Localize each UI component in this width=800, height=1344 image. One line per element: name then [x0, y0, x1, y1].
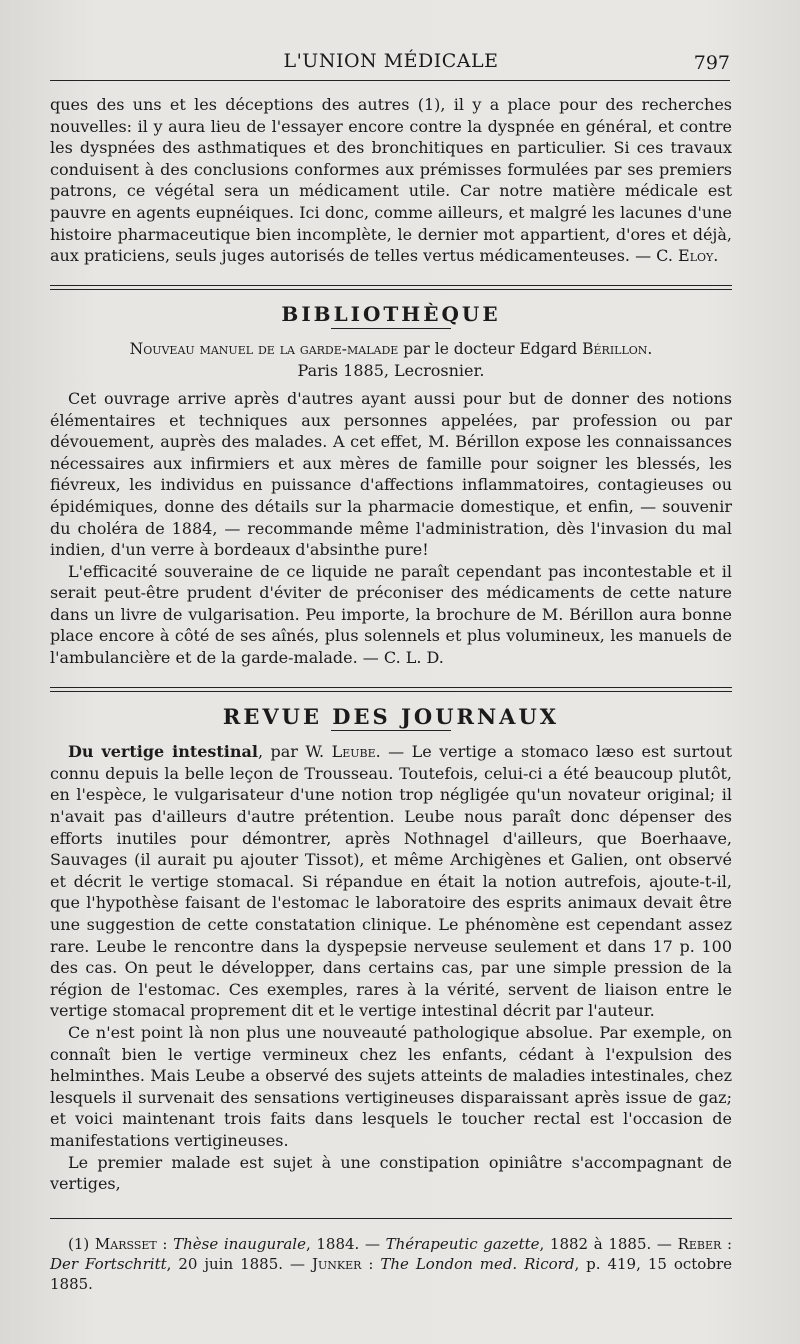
intro-author: Eloy.: [678, 246, 719, 266]
title-underline: [331, 328, 451, 329]
article-paragraph: Ce n'est point là non plus une nouveauté pathologique absolue. Par exemple, on connaît bien le vertige vermineux chez les enfants, cédant à l'expulsion des helminthes. Mais Leube a observé des sujets atteints de maladies intestinales, chez lesquels il survenait des sensations vertigineuses disparaissant après issue de gaz; et voici maintenant trois faits dans lesquels le toucher rectal est l'occasion de manifestations vertigineuses.: [50, 1022, 732, 1150]
footnote-sep: :: [361, 1255, 381, 1273]
intro-text: ques des uns et les déceptions des autres (1), il y a place pour des recherches nouvelles: il y aura lieu de l'essayer encore contre la dyspnée en général, et contre les dyspnées des asthmatiques et des bronchitiques en particulier. Si ces travaux conduisent à des conclusions conformes aux prémisses formulées par ses premiers patrons, ce végétal sera un médicament utile. Car notre matière médicale est pauvre en agents eupnéiques. Ici donc, comme ailleurs, et malgré les lacunes d'une histoire pharmaceutique bien incomplète, le dernier mot appartient, d'ores et déjà, aux praticiens, seuls juges autorisés de telles vertus médicamenteuses. — C.: [50, 95, 732, 266]
intro-paragraph: [50, 94, 732, 267]
footnote-sep: , 1882 à 1885. —: [539, 1235, 678, 1253]
footnote-text: [50, 1234, 732, 1294]
review-paragraph: Cet ouvrage arrive après d'autres ayant aussi pour but de donner des notions élémentaires et techniques aux personnes appelées, par profession ou par dévouement, auprès des malades. A cet effet, M. Bérillon expose les connaissances nécessaires aux infirmiers et aux mères de famille pour soigner les blessés, les fiévreux, les individus en puissance d'affections inflammatoires, contagieuses ou épidémiques, donne des détails sur la pharmacie domestique, et enfin, — souvenir du choléra de 1884, — recommande même l'administration, dès l'invasion du mal indien, d'un verre à bordeaux d'absinthe pure!: [50, 388, 732, 560]
book-publisher: Paris 1885, Lecrosnier.: [297, 361, 485, 381]
footnote-work: Thèse inaugurale: [173, 1235, 306, 1253]
page-body: [50, 94, 732, 1195]
review-paragraph: L'efficacité souveraine de ce liquide ne paraît cependant pas incontestable et il serait peut-être prudent d'éviter de préconiser des médicaments de cette nature dans un livre de vulgarisation. Peu importe, la brochure de M. Bérillon aura bonne place encore à côté de ses aînés, plus solennels et plus volumineux, les manuels de l'ambulancière et de la garde-malade. — C. L. D.: [50, 561, 732, 668]
footnote-sep: :: [721, 1235, 732, 1253]
book-reference: [50, 339, 732, 360]
footnote-sep: , 1884. —: [305, 1235, 386, 1253]
footnote-author: Junker: [311, 1255, 362, 1273]
article-paragraph: Le premier malade est sujet à une constipation opiniâtre s'accompagnant de vertiges,: [50, 1152, 732, 1194]
footnote-author: Reber: [677, 1235, 722, 1253]
running-title: L'UNION MÉDICALE: [283, 50, 499, 72]
footnote: [50, 1234, 732, 1294]
footnote-sep: :: [156, 1235, 174, 1253]
title-underline: [331, 730, 451, 731]
section-divider: [50, 687, 732, 692]
article-author: Leube.: [331, 742, 381, 762]
footnote-sep: , p. 419, 15 octobre 1885.: [50, 1255, 732, 1293]
footnote-work: Thérapeutic gazette: [385, 1235, 540, 1253]
book-title: Nouveau manuel de la garde-malade: [129, 340, 399, 359]
footnote-work: Der Fortschritt: [50, 1255, 167, 1273]
bibliotheque-title: BIBLIOTHÈQUE: [281, 301, 501, 326]
footnote-marker: (1): [68, 1235, 95, 1253]
page-number: 797: [693, 52, 730, 74]
footnote-author: Marsset: [94, 1235, 157, 1253]
footnote-sep: , 20 juin 1885. —: [166, 1255, 312, 1273]
article-title: Du vertige intestinal: [68, 742, 258, 762]
header-rule: [50, 80, 730, 81]
page-header: [52, 48, 730, 78]
revue-title: REVUE DES JOURNAUX: [222, 703, 560, 729]
footnote-rule: [50, 1218, 732, 1219]
section-divider: [50, 285, 732, 290]
article-by: , par W.: [257, 742, 332, 762]
article-paragraph: [50, 741, 732, 1022]
book-by: par le docteur Edgard: [398, 340, 583, 359]
article-text: — Le vertige a stomaco læso est surtout connu depuis la belle leçon de Trousseau. Toutefois, celui-ci a été beaucoup plutôt, en l'espèce, le vulgarisateur d'une notion trop négligée qu'un novateur original; il n'avait pas d'ailleurs d'autre prétention. Leube nous paraît donc dépenser des efforts inutiles pour démontrer, après Nothnagel d'ailleurs, que Boerhaave, Sauvages (il aurait pu ajouter Tissot), et même Archigènes et Galien, ont observé et décrit le vertige stomacal. Si répandue en était la notion autrefois, ajoute-t-il, que l'hypothèse faisant de l'estomac le laboratoire des esprits animaux devait être une suggestion de cette constatation clinique. Le phénomène est cependant assez rare. Leube le rencontre dans la dyspepsie nerveuse seulement et dans 17 p. 100 des cas. On peut le développer, dans certains cas, par une simple pression de la région de l'estomac. Ces exemples, rares à la vérité, servent de liaison entre le vertige stomacal proprement dit et le vertige intestinal décrit par l'auteur.: [50, 742, 732, 1021]
footnote-work: The London med. Ricord: [380, 1255, 575, 1273]
book-author: Bérillon.: [582, 340, 653, 359]
